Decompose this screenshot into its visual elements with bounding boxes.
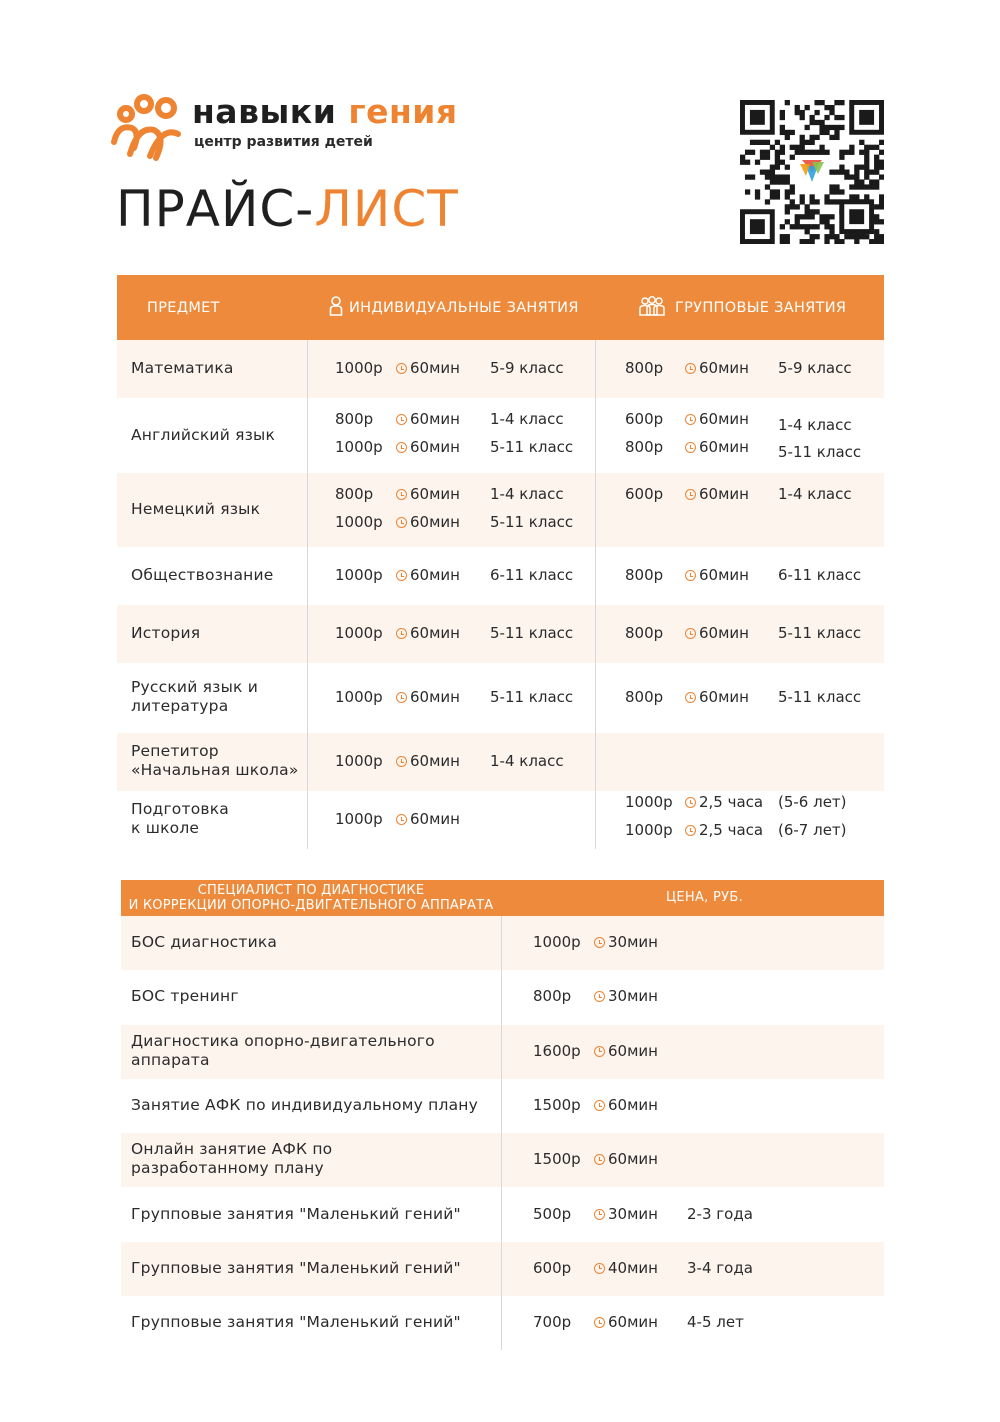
individual-grade: 5-11 класс <box>490 513 574 531</box>
clock-icon <box>396 756 407 767</box>
duration-value: 60мин <box>410 438 460 456</box>
clock-icon <box>396 814 407 825</box>
duration <box>594 1150 658 1168</box>
service-age: 2-3 года <box>687 1204 753 1223</box>
table-row <box>117 340 884 398</box>
duration <box>685 359 749 377</box>
column-divider <box>501 1242 502 1296</box>
clock-icon <box>396 692 407 703</box>
duration-value: 60мин <box>410 410 460 428</box>
duration-value: 60мин <box>699 688 749 706</box>
column-divider <box>307 340 308 398</box>
column-divider <box>307 398 308 473</box>
main-price-table <box>117 275 884 849</box>
duration-value: 60мин <box>410 624 460 642</box>
clock-icon <box>594 1100 605 1111</box>
duration-value: 60мин <box>410 485 460 503</box>
clock-icon <box>396 414 407 425</box>
individual-grade: 6-11 класс <box>490 566 574 584</box>
table-row <box>117 547 884 605</box>
clock-icon <box>594 1317 605 1328</box>
clock-icon <box>594 1154 605 1165</box>
individual-grade: 1-4 класс <box>490 410 564 428</box>
service-price: 700р <box>533 1313 572 1332</box>
column-divider <box>595 473 596 547</box>
column-divider <box>307 791 308 849</box>
clock-icon <box>594 937 605 948</box>
clock-icon <box>396 489 407 500</box>
duration <box>594 1042 658 1060</box>
duration-value: 60мин <box>699 438 749 456</box>
duration-value: 30мин <box>608 1204 658 1223</box>
service-price: 1500р <box>533 1096 581 1115</box>
table-row <box>117 605 884 663</box>
service-line: разработанному плану <box>131 1159 324 1178</box>
duration-value: 60мин <box>410 513 460 531</box>
table-row <box>117 733 884 791</box>
individual-price: 1000р <box>335 810 383 828</box>
service-line: Групповые занятия "Маленький гений" <box>131 1313 461 1332</box>
service-line: Онлайн занятие АФК по <box>131 1140 333 1159</box>
duration <box>685 821 763 839</box>
group-grade: 5-11 класс <box>778 443 862 461</box>
subject-name: Математика <box>131 359 234 377</box>
service-name <box>131 1096 478 1115</box>
specialist-table-header <box>121 880 884 916</box>
duration-value: 60мин <box>608 1150 658 1169</box>
duration <box>396 359 460 377</box>
table-row <box>121 1296 884 1350</box>
table-row <box>117 473 884 547</box>
header-subject: ПРЕДМЕТ <box>147 300 220 316</box>
duration <box>396 513 460 531</box>
duration-value: 30мин <box>608 933 658 952</box>
table-row <box>117 398 884 473</box>
duration-value: 60мин <box>410 359 460 377</box>
column-divider <box>595 398 596 473</box>
duration-value: 60мин <box>410 566 460 584</box>
column-divider <box>595 547 596 605</box>
table-row <box>117 663 884 733</box>
column-divider <box>501 970 502 1024</box>
person-icon <box>329 296 343 316</box>
subject-name <box>131 742 299 780</box>
subject-line: литература <box>131 697 229 715</box>
service-name <box>131 1259 461 1278</box>
specialist-table-body <box>121 916 884 1350</box>
table-row <box>121 970 884 1024</box>
group-grade: 6-11 класс <box>778 566 862 584</box>
individual-price: 1000р <box>335 566 383 584</box>
brand-logo <box>110 92 480 172</box>
column-divider <box>501 1025 502 1079</box>
brand-tagline: центр развития детей <box>194 134 373 150</box>
duration <box>594 1259 658 1277</box>
duration <box>594 1096 658 1114</box>
group-people-icon <box>639 296 665 316</box>
column-divider <box>307 605 308 663</box>
group-price: 800р <box>625 359 664 377</box>
duration-value: 60мин <box>410 752 460 770</box>
clock-icon <box>594 1209 605 1220</box>
clock-icon <box>685 692 696 703</box>
column-divider <box>595 733 596 791</box>
duration <box>594 933 658 951</box>
header-group: ГРУППОВЫЕ ЗАНЯТИЯ <box>675 300 847 316</box>
specialist-header-price: ЦЕНА, РУБ. <box>666 890 744 905</box>
column-divider <box>501 916 502 970</box>
service-name <box>131 1140 332 1178</box>
clock-icon <box>396 517 407 528</box>
service-price: 1000р <box>533 933 581 952</box>
duration <box>396 566 460 584</box>
individual-price: 1000р <box>335 359 383 377</box>
clock-icon <box>685 570 696 581</box>
family-logo-icon <box>110 92 190 164</box>
clock-icon <box>685 628 696 639</box>
individual-grade: 5-9 класс <box>490 359 564 377</box>
group-price: 800р <box>625 624 664 642</box>
service-price: 1500р <box>533 1150 581 1169</box>
duration <box>685 793 763 811</box>
clock-icon <box>396 363 407 374</box>
service-line: Групповые занятия "Маленький гений" <box>131 1204 461 1223</box>
individual-grade: 1-4 класс <box>490 752 564 770</box>
service-line: БОС тренинг <box>131 987 239 1006</box>
service-name <box>131 1205 461 1224</box>
specialist-header-line1: СПЕЦИАЛИСТ ПО ДИАГНОСТИКЕ <box>197 883 425 898</box>
duration <box>594 1313 658 1331</box>
individual-grade: 5-11 класс <box>490 438 574 456</box>
subject-line: Подготовка <box>131 800 229 818</box>
duration-value: 60мин <box>699 485 749 503</box>
clock-icon <box>396 570 407 581</box>
group-price: 1000р <box>625 793 673 811</box>
group-grade: 5-9 класс <box>778 359 852 377</box>
duration-value: 60мин <box>608 1041 658 1060</box>
specialist-header-title <box>121 883 501 913</box>
subject-name: Английский язык <box>131 425 276 444</box>
service-name <box>131 933 277 952</box>
column-divider <box>307 473 308 547</box>
subject-line: Русский язык и <box>131 678 258 696</box>
duration <box>396 688 460 706</box>
duration-value: 60мин <box>699 566 749 584</box>
group-grade: (6-7 лет) <box>778 821 847 839</box>
group-price: 800р <box>625 566 664 584</box>
column-divider <box>595 605 596 663</box>
clock-icon <box>685 489 696 500</box>
group-grade: 5-11 класс <box>778 624 862 642</box>
individual-price: 800р <box>335 410 374 428</box>
group-grade: 1-4 класс <box>778 416 852 434</box>
table-row <box>121 1025 884 1079</box>
duration-value: 2,5 часа <box>699 793 764 811</box>
duration-value: 60мин <box>699 410 749 428</box>
specialist-price-table <box>121 880 884 1350</box>
group-grade: 5-11 класс <box>778 688 862 706</box>
individual-price: 1000р <box>335 438 383 456</box>
duration <box>685 624 749 642</box>
service-line: Занятие АФК по индивидуальному плану <box>131 1096 478 1115</box>
duration <box>396 810 460 828</box>
column-divider <box>501 1296 502 1350</box>
individual-price: 1000р <box>335 752 383 770</box>
clock-icon <box>685 363 696 374</box>
duration <box>594 987 658 1005</box>
duration-value: 40мин <box>608 1258 658 1277</box>
group-price: 600р <box>625 485 664 503</box>
duration <box>396 624 460 642</box>
service-age: 3-4 года <box>687 1258 753 1277</box>
duration <box>685 688 749 706</box>
service-price: 800р <box>533 987 572 1006</box>
duration-value: 60мин <box>608 1096 658 1115</box>
subject-line: «Начальная школа» <box>131 761 299 779</box>
column-divider <box>501 1133 502 1187</box>
subject-line: к школе <box>131 819 200 837</box>
clock-icon <box>396 442 407 453</box>
duration-value: 60мин <box>699 624 749 642</box>
duration <box>396 485 460 503</box>
column-divider <box>595 791 596 849</box>
duration-value: 60мин <box>699 359 749 377</box>
duration <box>594 1205 658 1223</box>
subject-line: Репетитор <box>131 742 219 760</box>
column-divider <box>307 547 308 605</box>
table-row <box>121 1187 884 1241</box>
main-table-body <box>117 340 884 849</box>
specialist-header-line2: И КОРРЕКЦИИ ОПОРНО-ДВИГАТЕЛЬНОГО АППАРАТА <box>128 898 494 913</box>
individual-grade: 5-11 класс <box>490 688 574 706</box>
clock-icon <box>685 825 696 836</box>
group-price: 1000р <box>625 821 673 839</box>
service-line: Групповые занятия "Маленький гений" <box>131 1258 461 1277</box>
group-price: 800р <box>625 438 664 456</box>
clock-icon <box>594 1263 605 1274</box>
service-age: 4-5 лет <box>687 1313 744 1332</box>
table-row <box>121 1133 884 1187</box>
duration-value: 60мин <box>608 1313 658 1332</box>
group-price: 800р <box>625 688 664 706</box>
group-grade: (5-6 лет) <box>778 793 847 811</box>
group-price: 600р <box>625 410 664 428</box>
subject-name: Немецкий язык <box>131 500 261 518</box>
duration-value: 60мин <box>410 688 460 706</box>
duration-value: 2,5 часа <box>699 821 764 839</box>
column-divider <box>501 1079 502 1133</box>
clock-icon <box>685 414 696 425</box>
service-name <box>131 1032 435 1070</box>
service-name <box>131 1313 461 1332</box>
subject-name <box>131 678 258 716</box>
table-row <box>121 1079 884 1133</box>
table-row <box>117 791 884 849</box>
header-individual: ИНДИВИДУАЛЬНЫЕ ЗАНЯТИЯ <box>349 300 579 316</box>
group-grade: 1-4 класс <box>778 485 852 503</box>
column-divider <box>307 733 308 791</box>
subject-name: Обществознание <box>131 566 274 584</box>
column-divider <box>595 663 596 733</box>
clock-icon <box>685 797 696 808</box>
main-table-header <box>117 275 884 340</box>
individual-grade: 5-11 класс <box>490 624 574 642</box>
duration <box>685 566 749 584</box>
individual-price: 1000р <box>335 513 383 531</box>
duration <box>396 410 460 428</box>
service-price: 600р <box>533 1258 572 1277</box>
duration <box>685 438 749 456</box>
service-line: БОС диагностика <box>131 933 278 952</box>
duration <box>685 485 749 503</box>
service-price: 500р <box>533 1204 572 1223</box>
table-row <box>121 1242 884 1296</box>
duration <box>685 410 749 428</box>
page-title: ПРАЙС-ЛИСТ <box>116 180 459 238</box>
service-line: аппарата <box>131 1050 210 1069</box>
individual-price: 1000р <box>335 688 383 706</box>
duration <box>396 752 460 770</box>
brand-name: навыки гения <box>192 92 458 131</box>
duration-value: 30мин <box>608 987 658 1006</box>
subject-name <box>131 800 229 838</box>
clock-icon <box>685 442 696 453</box>
service-line: Диагностика опорно-двигательного <box>131 1031 435 1050</box>
column-divider <box>307 663 308 733</box>
individual-price: 1000р <box>335 624 383 642</box>
service-price: 1600р <box>533 1041 581 1060</box>
individual-grade: 1-4 класс <box>490 485 564 503</box>
table-row <box>121 916 884 970</box>
qr-code-icon[interactable] <box>740 100 884 244</box>
column-divider <box>501 1187 502 1241</box>
subject-name: История <box>131 624 201 642</box>
service-name <box>131 987 239 1006</box>
clock-icon <box>396 628 407 639</box>
duration-value: 60мин <box>410 810 460 828</box>
clock-icon <box>594 1046 605 1057</box>
clock-icon <box>594 991 605 1002</box>
column-divider <box>595 340 596 398</box>
individual-price: 800р <box>335 485 374 503</box>
duration <box>396 438 460 456</box>
